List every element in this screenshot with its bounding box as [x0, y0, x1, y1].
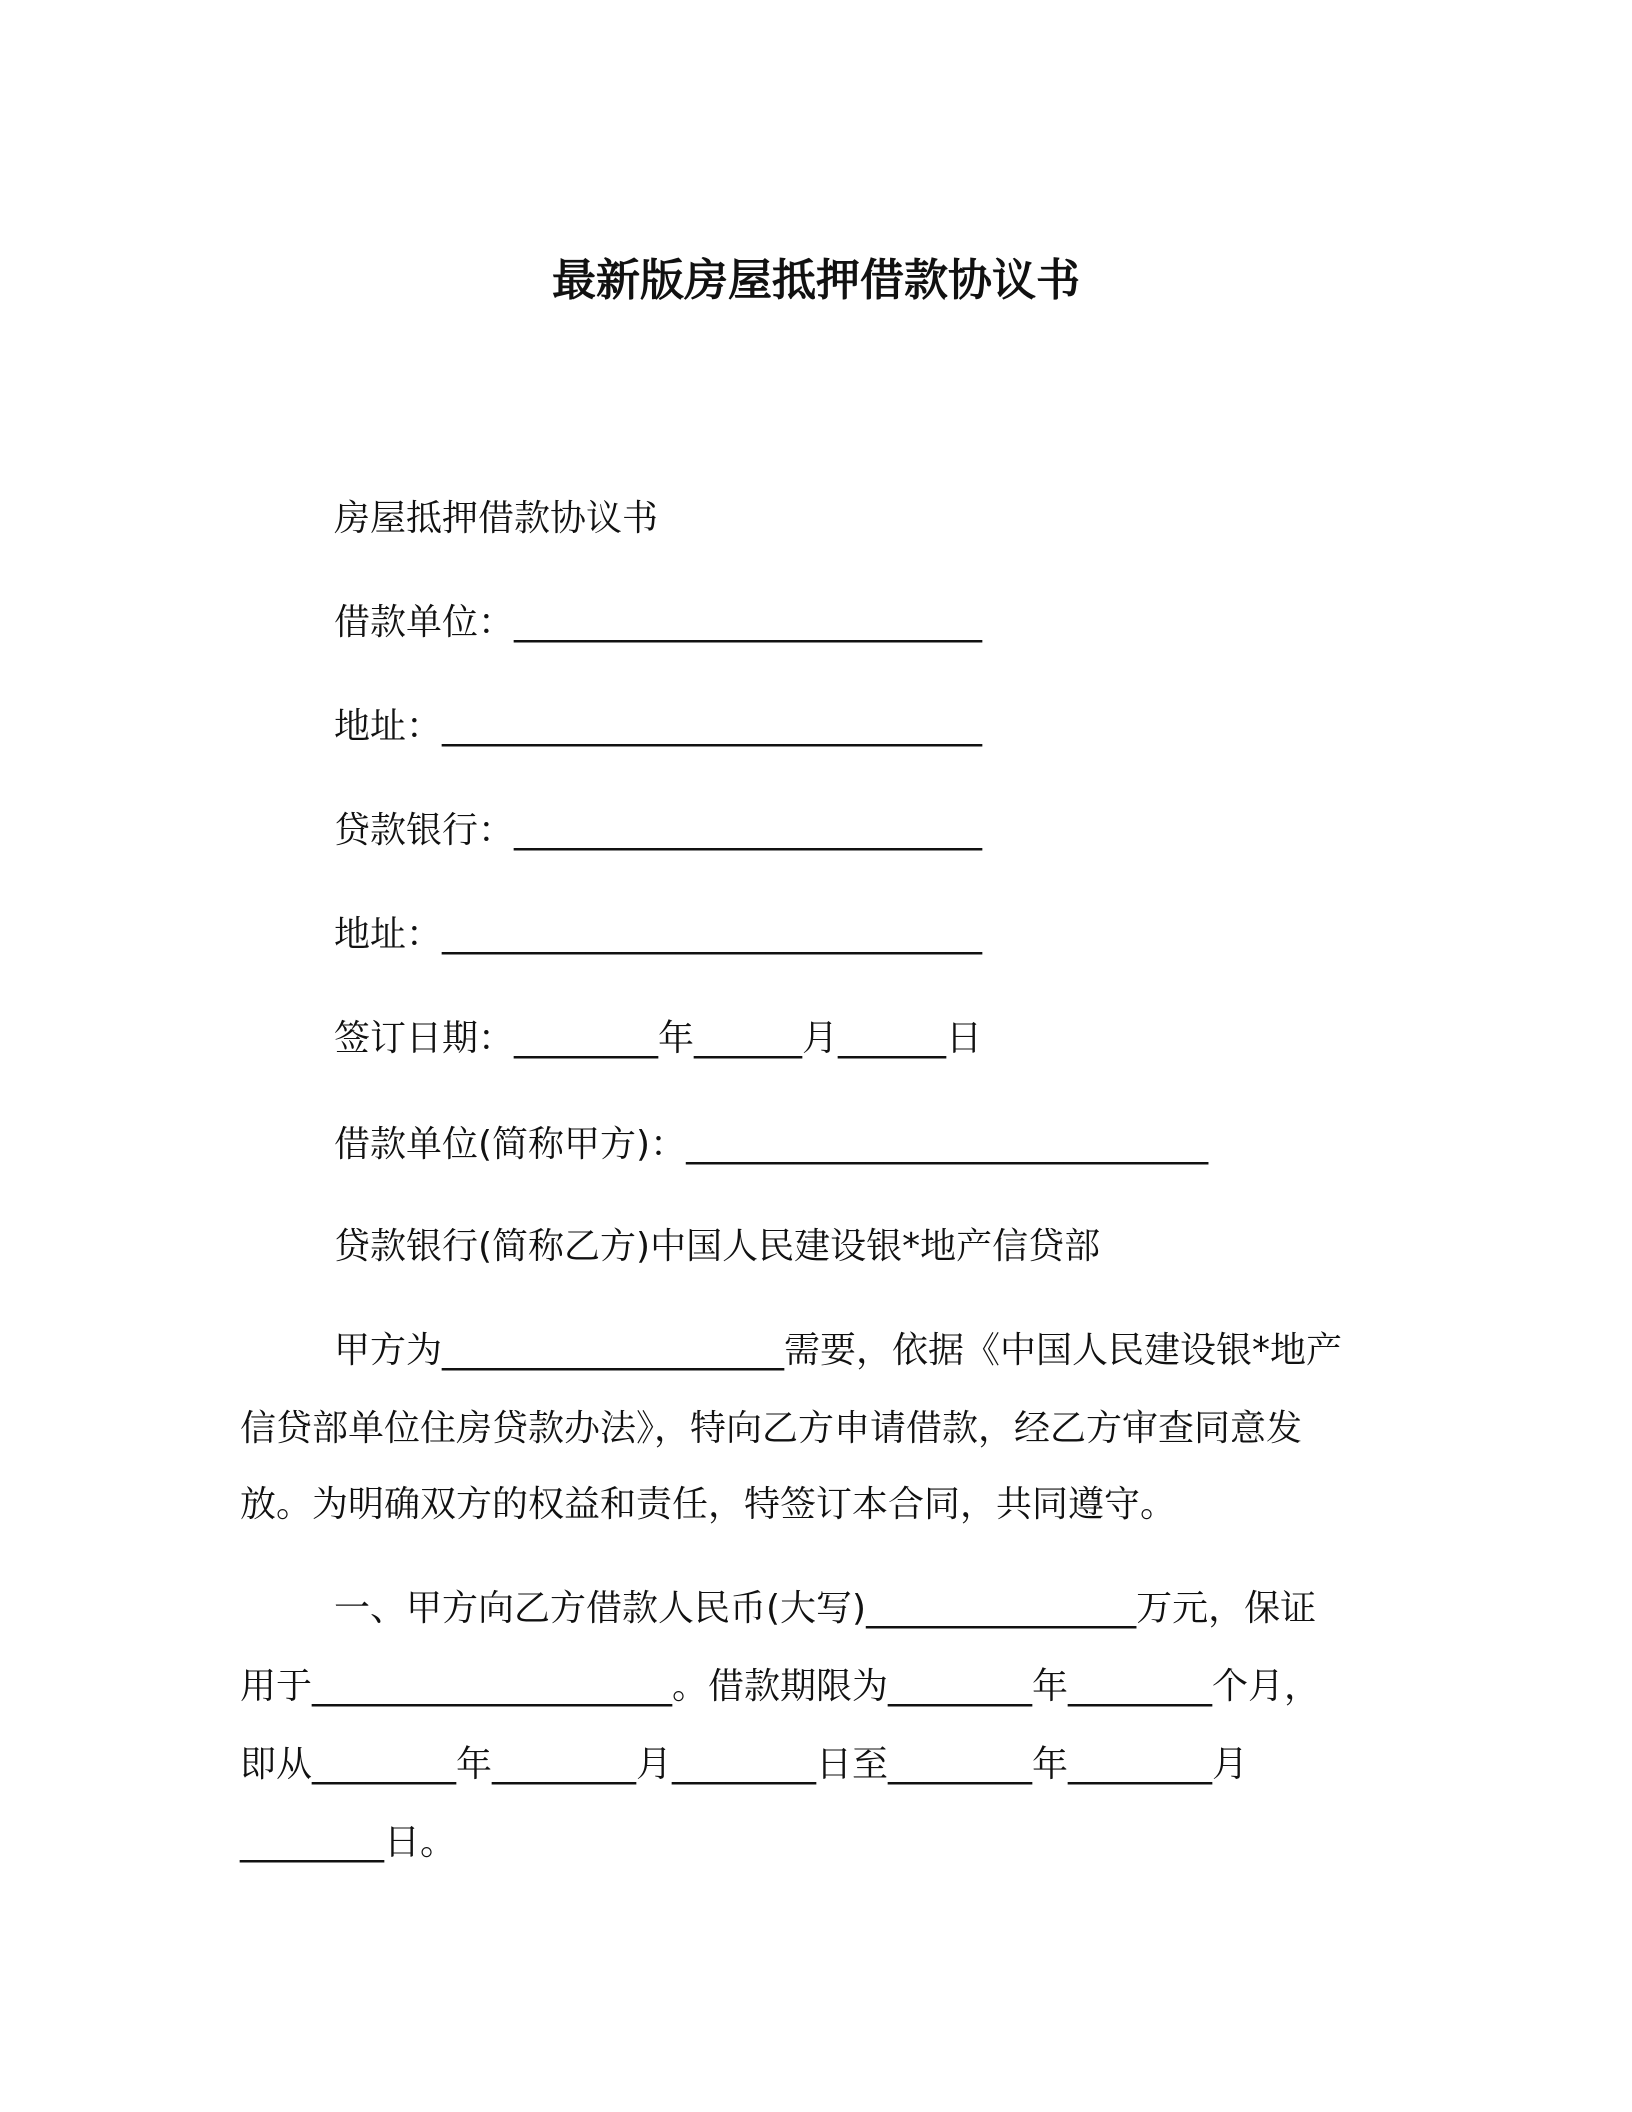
document-title: 最新版房屋抵押借款协议书: [552, 255, 1080, 307]
paragraph-intro-line-3: 放。为明确双方的权益和责任，特签订本合同，共同遵守。: [240, 1484, 1177, 1525]
party-a-field: 借款单位(简称甲方)：_____________________________: [334, 1124, 1209, 1165]
bank-address-field: 地址：______________________________: [334, 914, 983, 955]
borrower-unit-field: 借款单位：__________________________: [334, 602, 983, 643]
clause-1-line-1: 一、甲方向乙方借款人民币(大写)_______________万元，保证: [334, 1588, 1317, 1629]
clause-1-line-4: ________日。: [240, 1822, 457, 1863]
party-b-line: 贷款银行(简称乙方)中国人民建设银*地产信贷部: [334, 1226, 1101, 1267]
signing-date-field: 签订日期：________年______月______日: [334, 1018, 983, 1059]
subtitle: 房屋抵押借款协议书: [334, 498, 659, 539]
clause-1-line-3: 即从________年________月________日至________年________月: [240, 1744, 1248, 1785]
paragraph-intro-line-1: 甲方为___________________需要，依据《中国人民建设银*地产: [334, 1330, 1343, 1371]
paragraph-intro-line-2: 信贷部单位住房贷款办法》，特向乙方申请借款，经乙方审查同意发: [240, 1408, 1303, 1449]
borrower-address-field: 地址：______________________________: [334, 706, 983, 747]
clause-1-line-2: 用于____________________。借款期限为________年________个月，: [240, 1666, 1321, 1707]
lending-bank-field: 贷款银行：__________________________: [334, 810, 983, 851]
